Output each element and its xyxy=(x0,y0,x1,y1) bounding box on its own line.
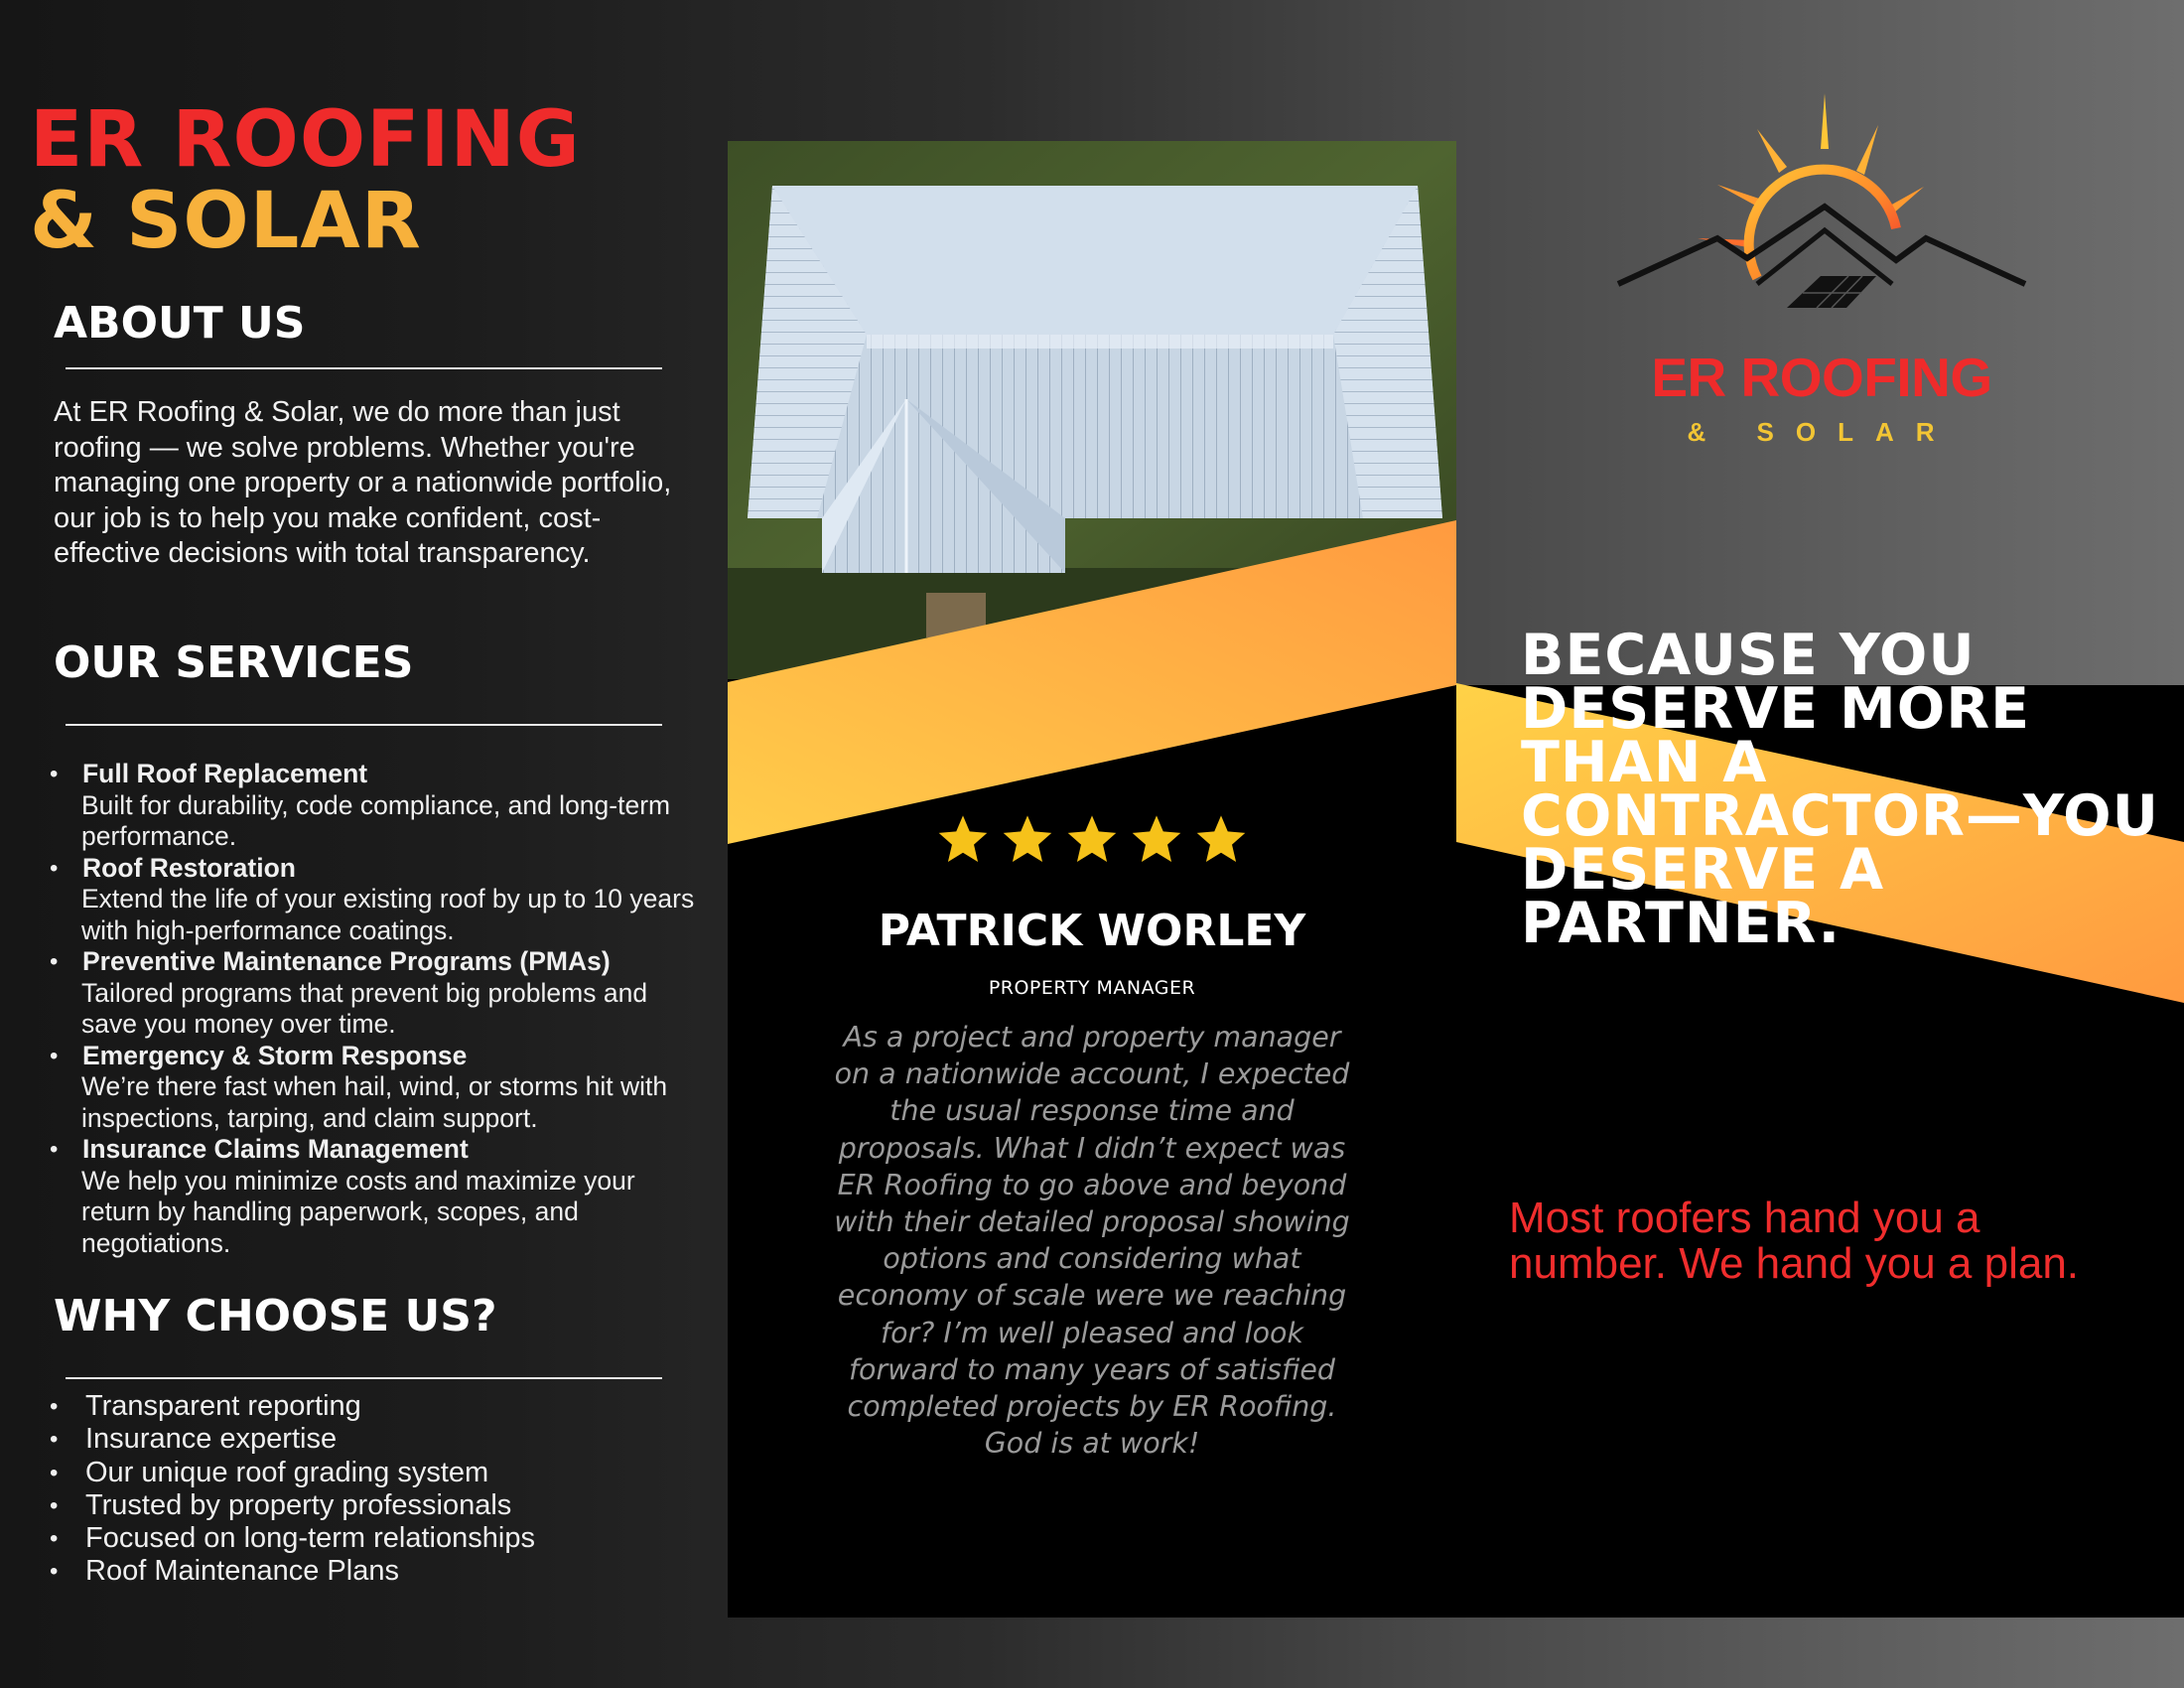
why-item: • Trusted by property professionals xyxy=(50,1489,695,1522)
service-item xyxy=(50,759,695,853)
star-icon xyxy=(1194,812,1248,866)
logo-name: ER ROOFING xyxy=(1651,347,1992,408)
brand-title xyxy=(30,95,581,266)
service-item xyxy=(50,1134,695,1259)
service-desc: We help you minimize costs and maximize your return by handling paperwork, scopes, and negotiations. xyxy=(81,1165,635,1258)
star-icon xyxy=(936,812,990,866)
closing-statement: Most roofers hand you a number. We hand you a plan. xyxy=(1509,1194,2080,1288)
service-title: • Preventive Maintenance Programs (PMAs) xyxy=(82,946,611,976)
about-heading: ABOUT US xyxy=(54,298,306,349)
why-item: • Insurance expertise xyxy=(50,1423,695,1456)
logo-subtitle: & SOLAR xyxy=(1687,417,1957,447)
why-item: • Transparent reporting xyxy=(50,1390,695,1423)
service-desc: Built for durability, code compliance, and long-term performance. xyxy=(81,789,671,851)
tagline: BECAUSE YOU DESERVE MORE THAN A CONTRACTOR—YOU DESERVE A PARTNER. xyxy=(1521,623,2159,956)
about-divider xyxy=(66,367,662,369)
why-item: • Our unique roof grading system xyxy=(50,1457,695,1489)
services-list xyxy=(50,759,695,1259)
service-item xyxy=(50,853,695,947)
reviewer-role: PROPERTY MANAGER xyxy=(988,977,1196,999)
brand-title-line2: & SOLAR xyxy=(30,177,422,266)
why-list xyxy=(50,1390,695,1589)
why-divider xyxy=(66,1377,662,1379)
why-item: • Focused on long-term relationships xyxy=(50,1522,695,1555)
service-title: • Insurance Claims Management xyxy=(82,1134,469,1164)
service-title: • Full Roof Replacement xyxy=(82,759,368,788)
service-item xyxy=(50,946,695,1041)
why-item: • Roof Maintenance Plans xyxy=(50,1555,695,1588)
testimonial-panel xyxy=(728,141,1456,1618)
sun-house-solar-logo xyxy=(1608,89,2031,328)
service-desc: Tailored programs that prevent big problems and save you money over time. xyxy=(81,977,648,1039)
brand-title-line1: ER ROOFING xyxy=(30,95,581,185)
rating-stars xyxy=(728,812,1456,870)
services-divider xyxy=(66,724,662,726)
star-icon xyxy=(1065,812,1119,866)
service-title: • Emergency & Storm Response xyxy=(82,1040,468,1070)
about-text: At ER Roofing & Solar, we do more than just roofing — we solve problems. Whether you're managing one property or a nationwide portfolio, our job is to help you make confident, cost-effective decisions with total transparency. xyxy=(54,396,672,569)
service-title: • Roof Restoration xyxy=(82,852,296,883)
review-quote: As a project and property manager on a nationwide account, I expected the usual response time and proposals. What I didn’t expect was ER Roofing to go above and beyond with their detailed proposal showing options and considering what economy of scale were we reaching for? I’m well pleased and look forward to many years of satisfied completed projects by ER Roofing. God is at work! xyxy=(834,1021,1350,1461)
service-desc: Extend the life of your existing roof by up to 10 years with high-performance coatings. xyxy=(81,884,695,945)
service-desc: We’re there fast when hail, wind, or storms hit with inspections, tarping, and claim support. xyxy=(81,1071,668,1133)
reviewer-name: PATRICK WORLEY xyxy=(878,906,1306,956)
why-heading: WHY CHOOSE US? xyxy=(54,1291,497,1341)
service-item xyxy=(50,1041,695,1135)
star-icon xyxy=(1001,812,1054,866)
star-icon xyxy=(1130,812,1183,866)
services-heading: OUR SERVICES xyxy=(54,637,414,688)
